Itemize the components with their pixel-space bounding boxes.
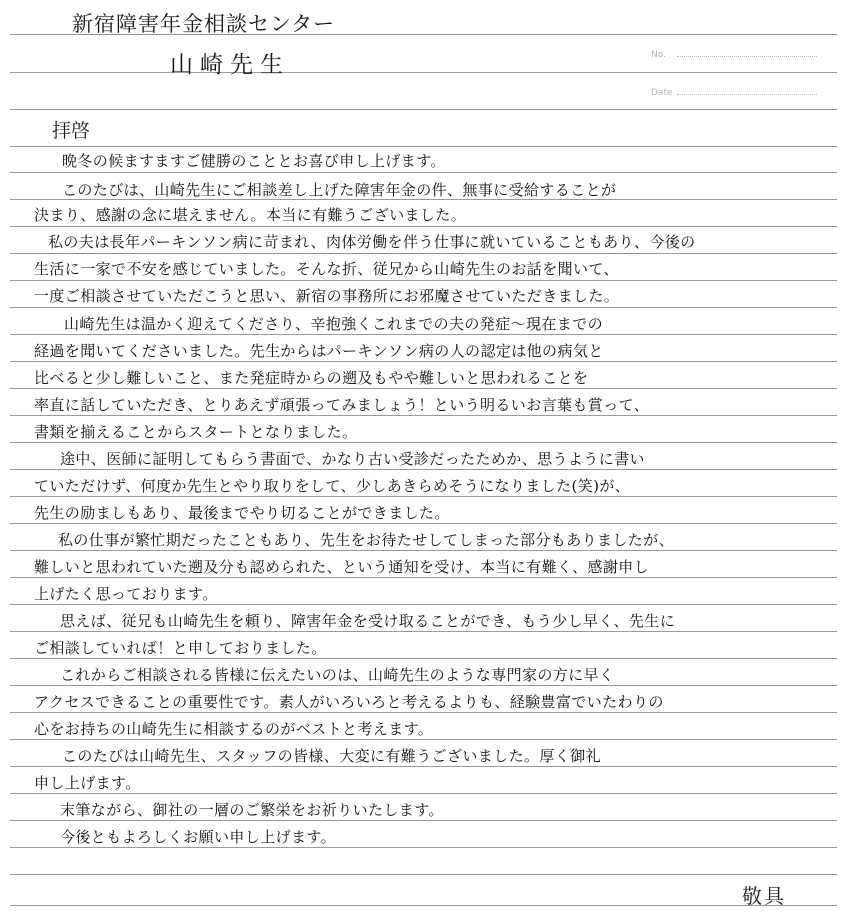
letter-line: 上げたく思っております。 <box>34 585 218 603</box>
stationery-number-label: No. <box>651 50 666 60</box>
letter-line: ご相談していれば！と申しておりました。 <box>34 639 327 657</box>
ruled-line <box>10 496 837 497</box>
ruled-line <box>10 415 837 416</box>
ruled-line <box>10 658 837 659</box>
ruled-line <box>10 739 837 740</box>
ruled-line <box>10 361 837 362</box>
ruled-line <box>10 685 837 686</box>
letter-line: 思えば、従兄も山崎先生を頼り、障害年金を受け取ることができ、もう少し早く、先生に <box>60 612 676 630</box>
letter-line: 経過を聞いてくださいました。先生からはパーキンソン病の人の認定は他の病気と <box>34 342 604 360</box>
letter-line: 途中、医師に証明してもらう書面で、かなり古い受診だったためか、思うように書い <box>60 450 645 468</box>
letter-line: 末筆ながら、御社の一層のご繁栄をお祈りいたします。 <box>60 801 444 819</box>
salutation: 拝啓 <box>52 120 91 142</box>
letter-line: アクセスできることの重要性です。素人がいろいろと考えるよりも、経験豊富でいたわりの <box>34 693 664 711</box>
ruled-line <box>10 253 837 254</box>
ruled-line <box>10 146 837 147</box>
letter-line: 晩冬の候ますますご健勝のこととお喜び申し上げます。 <box>62 152 446 170</box>
letter-line: 書類を揃えることからスタートとなりました。 <box>34 423 358 441</box>
ruled-line <box>10 550 837 551</box>
letter-line: 申し上げます。 <box>34 774 141 792</box>
stationery-number-field <box>651 48 831 60</box>
letter-line: 先生の励ましもあり、最後までやり切ることができました。 <box>34 504 450 522</box>
letter-line: このたびは山崎先生、スタッフの皆様、大変に有難うございました。厚く御礼 <box>62 747 602 765</box>
letter-line: 心をお持ちの山崎先生に相談するのがベストと考えます。 <box>34 720 434 738</box>
ruled-line <box>10 905 837 906</box>
ruled-line <box>10 307 837 308</box>
ruled-line <box>10 874 837 875</box>
letter-line: これからご相談される皆様に伝えたいのは、山崎先生のような専門家の方に早く <box>60 666 615 684</box>
letter-line: このたびは、山崎先生にご相談差し上げた障害年金の件、無事に受給することが <box>62 181 617 199</box>
recipient-name: 山崎先生 <box>170 52 290 78</box>
letter-line: 率直に話していただき、とりあえず頑張ってみましょう！という明るいお言葉も賞って、 <box>34 396 650 414</box>
letter-line: 今後ともよろしくお願い申し上げます。 <box>60 828 337 846</box>
ruled-line <box>10 847 837 848</box>
letter-line: 難しいと思われていた遡及分も認められた、という通知を受け、本当に有難く、感謝申し <box>34 558 650 576</box>
ruled-line <box>10 109 837 110</box>
letter-line: 一度ご相談させていただこうと思い、新宿の事務所にお邪魔させていただきました。 <box>34 287 620 305</box>
letter-line: ていただけず、何度か先生とやり取りをして、少しあきらめそうになりました(笑)が、 <box>34 477 631 495</box>
ruled-line <box>10 604 837 605</box>
ruled-line <box>10 280 837 281</box>
ruled-line <box>10 712 837 713</box>
letter-line: 山崎先生は温かく迎えてくださり、辛抱強くこれまでの夫の発症～現在までの <box>64 315 604 333</box>
ruled-line <box>10 793 837 794</box>
ruled-line <box>10 766 837 767</box>
stationery-date-field <box>651 86 831 98</box>
letter-line: 決まり、感謝の念に堪えません。本当に有難うございました。 <box>34 206 467 224</box>
stationery-date-label: Date <box>651 88 673 98</box>
ruled-line <box>10 72 837 73</box>
ruled-line <box>10 226 837 227</box>
letter-line: 生活に一家で不安を感じていました。そんな折、従兄から山崎先生のお話を聞いて、 <box>34 260 619 278</box>
ruled-line <box>10 442 837 443</box>
ruled-line <box>10 388 837 389</box>
letter-line: 私の夫は長年パーキンソン病に苛まれ、肉体労働を伴う仕事に就いていることもあり、今後の <box>48 233 696 251</box>
ruled-line <box>10 172 837 173</box>
ruled-line <box>10 469 837 470</box>
ruled-line <box>10 334 837 335</box>
ruled-line <box>10 523 837 524</box>
ruled-line <box>10 820 837 821</box>
ruled-line <box>10 577 837 578</box>
recipient-organization: 新宿障害年金相談センター <box>72 12 336 36</box>
letter-line: 私の仕事が繁忙期だったこともあり、先生をお待たせしてしまった部分もありましたが、 <box>58 531 675 549</box>
letter-line: 比べると少し難しいこと、また発症時からの遡及もやや難しいと思われることを <box>34 369 589 387</box>
closing-phrase: 敬具 <box>742 884 786 908</box>
ruled-line <box>10 631 837 632</box>
